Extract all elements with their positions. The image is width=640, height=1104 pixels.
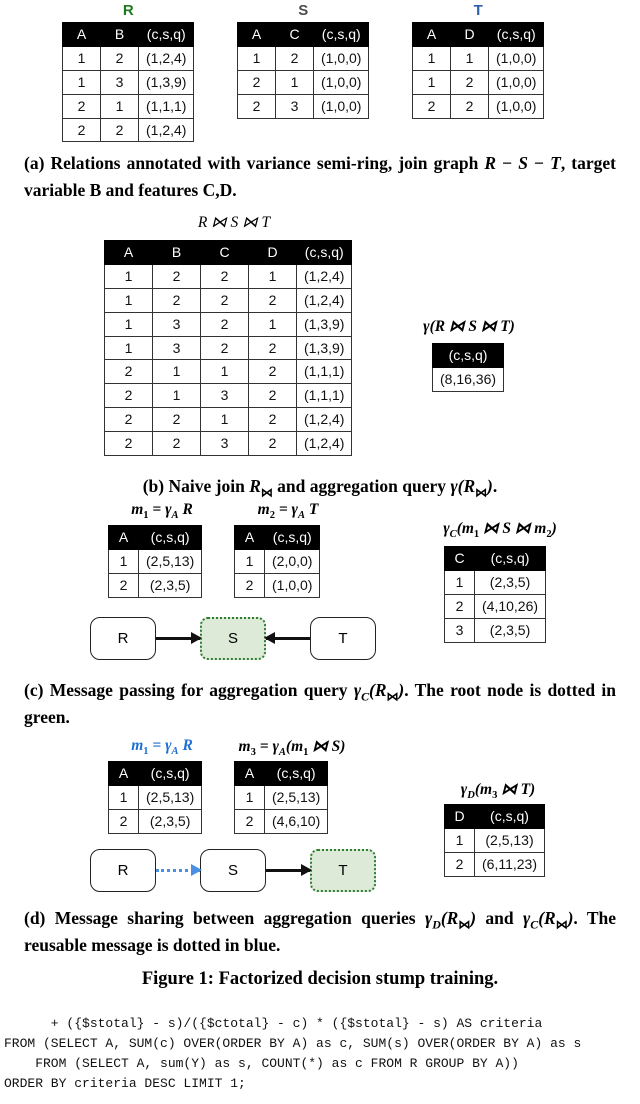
column-header: (c,s,q) xyxy=(489,23,544,47)
arrow-S-to-T-icon xyxy=(266,869,310,872)
table-cell: 2 xyxy=(235,809,265,833)
column-header: (c,s,q) xyxy=(265,762,328,786)
table-cell: (1,1,1) xyxy=(297,384,352,408)
column-header: C xyxy=(276,23,314,47)
table-cell: (2,3,5) xyxy=(139,809,202,833)
column-header: (c,s,q) xyxy=(139,526,202,550)
table-cell: (1,0,0) xyxy=(265,573,320,597)
table-cell: 2 xyxy=(109,809,139,833)
table-cell: (1,0,0) xyxy=(314,70,369,94)
gamma-label-c: $\gamma_C(m_1$ ⋈ S ⋈ $m_2$) xyxy=(443,520,557,541)
table-cell: (2,3,5) xyxy=(475,618,546,642)
table-cell: 2 xyxy=(451,94,489,118)
table-row xyxy=(235,549,320,573)
caption-c: (c) Message passing for aggregation query $\gamma_C(R_⋈)$. The root node is dotted in green. xyxy=(24,680,616,727)
join-title: R ⋈ S ⋈ T xyxy=(197,214,271,231)
relation-table-R xyxy=(62,22,194,142)
table-row xyxy=(109,549,202,573)
table-row xyxy=(109,573,202,597)
table-cell: 2 xyxy=(451,70,489,94)
column-header: D xyxy=(445,805,475,829)
table-row xyxy=(238,94,369,118)
reused-message-arrow-icon xyxy=(156,869,200,872)
column-header: D xyxy=(249,241,297,265)
table-cell: 2 xyxy=(153,264,201,288)
table-cell: 2 xyxy=(201,312,249,336)
message-table-m1-c xyxy=(108,525,202,598)
table-row xyxy=(63,118,194,142)
table-row xyxy=(445,828,545,852)
table-row xyxy=(235,785,328,809)
table-cell: 2 xyxy=(201,336,249,360)
table-cell: 1 xyxy=(105,288,153,312)
table-cell: 2 xyxy=(109,573,139,597)
table-cell: 3 xyxy=(445,618,475,642)
column-header: A xyxy=(235,526,265,550)
table-cell: (1,2,4) xyxy=(297,288,352,312)
message-table-m2-c xyxy=(234,525,320,598)
table-cell: 2 xyxy=(249,384,297,408)
table-row xyxy=(105,288,352,312)
table-cell: (2,3,5) xyxy=(139,573,202,597)
table-cell: 2 xyxy=(249,432,297,456)
table-row xyxy=(445,594,546,618)
table-cell: 2 xyxy=(238,70,276,94)
table-cell: 1 xyxy=(249,312,297,336)
column-header: (c,s,q) xyxy=(139,762,202,786)
table-cell: (1,0,0) xyxy=(489,46,544,70)
arrow-T-to-S-icon xyxy=(266,637,310,640)
table-cell: 1 xyxy=(235,549,265,573)
table-cell: 1 xyxy=(201,360,249,384)
table-cell: (2,5,13) xyxy=(265,785,328,809)
code-line: + ({$stotal} - s)/({$ctotal} - c) * ({$stotal} - s) AS criteria xyxy=(4,1016,543,1031)
table-row xyxy=(433,367,504,391)
figure-caption: Figure 1: Factorized decision stump training. xyxy=(141,969,499,989)
table-row xyxy=(105,384,352,408)
table-cell: 1 xyxy=(109,785,139,809)
table-cell: 1 xyxy=(238,46,276,70)
table-cell: (1,1,1) xyxy=(139,94,194,118)
table-cell: 1 xyxy=(235,785,265,809)
table-cell: 1 xyxy=(101,94,139,118)
table-cell: 2 xyxy=(153,288,201,312)
code-line: ORDER BY criteria DESC LIMIT 1; xyxy=(4,1076,246,1091)
table-row xyxy=(238,70,369,94)
column-header: A xyxy=(235,762,265,786)
table-row xyxy=(445,570,546,594)
table-cell: 2 xyxy=(238,94,276,118)
table-cell: 2 xyxy=(105,408,153,432)
gamma-result-table-c xyxy=(444,546,546,643)
table-cell: 2 xyxy=(105,360,153,384)
column-header: A xyxy=(413,23,451,47)
table-cell: (1,2,4) xyxy=(297,264,352,288)
message-table-m3-d xyxy=(234,761,328,834)
column-header: A xyxy=(105,241,153,265)
table-row xyxy=(445,618,546,642)
table-cell: 3 xyxy=(276,94,314,118)
table-cell: (1,2,4) xyxy=(297,432,352,456)
arrow-R-to-S-icon xyxy=(156,637,200,640)
table-cell: 2 xyxy=(105,432,153,456)
table-cell: (4,10,26) xyxy=(475,594,546,618)
relation-R-block xyxy=(62,2,194,142)
relation-label-S: S xyxy=(298,2,309,19)
table-cell: 1 xyxy=(201,408,249,432)
table-cell: (1,0,0) xyxy=(489,94,544,118)
table-cell: 3 xyxy=(201,384,249,408)
table-cell: 1 xyxy=(153,360,201,384)
table-row xyxy=(63,94,194,118)
table-cell: 1 xyxy=(105,312,153,336)
table-row xyxy=(413,46,544,70)
table-row xyxy=(413,70,544,94)
m1-label-d: $m_1 = \gamma_A$ R xyxy=(131,737,193,758)
table-cell: (1,2,4) xyxy=(139,46,194,70)
table-cell: 3 xyxy=(153,312,201,336)
column-header: A xyxy=(238,23,276,47)
table-row xyxy=(105,312,352,336)
join-graph-d xyxy=(90,849,376,892)
column-header: (c,s,q) xyxy=(139,23,194,47)
table-cell: (2,0,0) xyxy=(265,549,320,573)
table-row xyxy=(109,809,202,833)
graph-node-R: R xyxy=(90,849,156,892)
m2-label-c: $m_2 = \gamma_A$ T xyxy=(257,501,319,522)
table-cell: (1,3,9) xyxy=(139,70,194,94)
table-cell: 2 xyxy=(249,336,297,360)
table-cell: 2 xyxy=(63,94,101,118)
table-cell: 1 xyxy=(249,264,297,288)
gamma-result-table-b xyxy=(432,343,504,392)
gamma-result-table-d xyxy=(444,804,545,877)
table-cell: 3 xyxy=(153,336,201,360)
table-cell: (4,6,10) xyxy=(265,809,328,833)
join-result-table xyxy=(104,240,352,456)
table-cell: 2 xyxy=(105,384,153,408)
table-cell: 2 xyxy=(413,94,451,118)
relation-label-R: R xyxy=(122,2,134,19)
join-graph-c xyxy=(90,617,376,660)
table-cell: (1,3,9) xyxy=(297,336,352,360)
column-header: (c,s,q) xyxy=(433,344,504,368)
table-cell: 1 xyxy=(276,70,314,94)
sql-code-block xyxy=(4,1014,636,1094)
graph-node-S: S xyxy=(200,849,266,892)
column-header: (c,s,q) xyxy=(475,805,545,829)
column-header: A xyxy=(109,762,139,786)
table-row xyxy=(105,264,352,288)
table-row xyxy=(105,360,352,384)
m1-label-c: $m_1 = \gamma_A$ R xyxy=(131,501,193,522)
table-cell: 1 xyxy=(445,828,475,852)
table-cell: 2 xyxy=(445,594,475,618)
relation-S-block xyxy=(237,2,369,119)
code-line: FROM (SELECT A, SUM(c) OVER(ORDER BY A) as c, SUM(s) OVER(ORDER BY A) as s xyxy=(4,1036,582,1051)
relation-T-block xyxy=(412,2,544,119)
table-cell: 2 xyxy=(101,118,139,142)
table-cell: (1,2,4) xyxy=(139,118,194,142)
table-cell: 2 xyxy=(249,360,297,384)
table-row xyxy=(105,432,352,456)
column-header: D xyxy=(451,23,489,47)
table-cell: 1 xyxy=(445,570,475,594)
column-header: A xyxy=(109,526,139,550)
table-cell: 2 xyxy=(235,573,265,597)
table-cell: (2,5,13) xyxy=(475,828,545,852)
column-header: (c,s,q) xyxy=(297,241,352,265)
table-cell: 2 xyxy=(101,46,139,70)
table-cell: (2,3,5) xyxy=(475,570,546,594)
table-cell: 2 xyxy=(153,408,201,432)
caption-d: (d) Message sharing between aggregation queries $\gamma_D(R_⋈)$ and $\gamma_C(R_⋈)$. The reusable message is dotted in blue. xyxy=(24,908,616,955)
column-header: (c,s,q) xyxy=(314,23,369,47)
table-row xyxy=(105,336,352,360)
table-cell: 2 xyxy=(201,264,249,288)
graph-node-S-root: S xyxy=(200,617,266,660)
table-cell: (1,1,1) xyxy=(297,360,352,384)
column-header: A xyxy=(63,23,101,47)
table-cell: 1 xyxy=(413,46,451,70)
table-row xyxy=(105,408,352,432)
table-cell: 1 xyxy=(109,549,139,573)
table-row xyxy=(63,46,194,70)
table-cell: 2 xyxy=(153,432,201,456)
table-cell: 1 xyxy=(63,70,101,94)
table-cell: 1 xyxy=(63,46,101,70)
graph-node-R: R xyxy=(90,617,156,660)
table-cell: 3 xyxy=(101,70,139,94)
caption-b: (b) Naive join $R_⋈$ and aggregation query $\gamma(R_⋈)$. xyxy=(142,476,498,500)
table-cell: (2,5,13) xyxy=(139,785,202,809)
message-table-m1-d xyxy=(108,761,202,834)
column-header: B xyxy=(153,241,201,265)
column-header: B xyxy=(101,23,139,47)
gamma-label-d: $\gamma_D(m_3$ ⋈ T) xyxy=(460,781,536,802)
m3-label-d: $m_3 = \gamma_A(m_1$ ⋈ S) xyxy=(238,738,346,759)
table-cell: 2 xyxy=(445,852,475,876)
column-header: C xyxy=(201,241,249,265)
column-header: (c,s,q) xyxy=(475,547,546,571)
table-cell: (1,0,0) xyxy=(314,46,369,70)
table-row xyxy=(235,809,328,833)
table-row xyxy=(109,785,202,809)
table-row xyxy=(63,70,194,94)
table-cell: (2,5,13) xyxy=(139,549,202,573)
table-cell: (1,3,9) xyxy=(297,312,352,336)
table-cell: (1,0,0) xyxy=(489,70,544,94)
table-cell: (1,2,4) xyxy=(297,408,352,432)
relation-table-T xyxy=(412,22,544,119)
table-cell: 2 xyxy=(249,408,297,432)
table-cell: (6,11,23) xyxy=(475,852,545,876)
table-cell: 2 xyxy=(201,288,249,312)
code-line: FROM (SELECT A, sum(Y) as s, COUNT(*) as c FROM R GROUP BY A)) xyxy=(4,1056,519,1071)
table-cell: 2 xyxy=(276,46,314,70)
table-cell: 1 xyxy=(153,384,201,408)
caption-a: (a) Relations annotated with variance semi-ring, join graph R − S − T, target variable B and features C,D. xyxy=(24,153,616,200)
relation-table-S xyxy=(237,22,369,119)
table-cell: 3 xyxy=(201,432,249,456)
column-header: C xyxy=(445,547,475,571)
table-cell: 1 xyxy=(105,264,153,288)
table-cell: (8,16,36) xyxy=(433,367,504,391)
table-cell: 1 xyxy=(413,70,451,94)
relation-label-T: T xyxy=(473,2,483,19)
table-cell: (1,0,0) xyxy=(314,94,369,118)
table-cell: 2 xyxy=(63,118,101,142)
graph-node-T-root: T xyxy=(310,849,376,892)
table-row xyxy=(235,573,320,597)
table-row xyxy=(413,94,544,118)
gamma-label-b: γ(R ⋈ S ⋈ T) xyxy=(423,318,515,335)
table-cell: 2 xyxy=(249,288,297,312)
column-header: (c,s,q) xyxy=(265,526,320,550)
graph-node-T: T xyxy=(310,617,376,660)
table-cell: 1 xyxy=(105,336,153,360)
table-row xyxy=(445,852,545,876)
table-cell: 1 xyxy=(451,46,489,70)
table-row xyxy=(238,46,369,70)
